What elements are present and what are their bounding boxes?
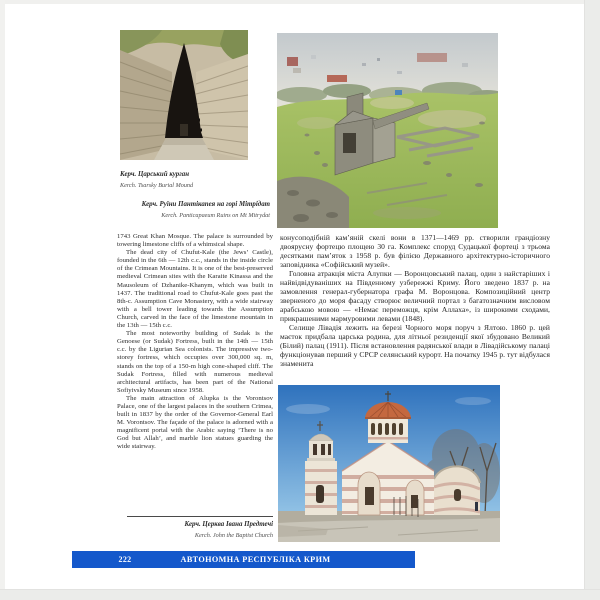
caption-ukrainian: Керч. Руїни Пантікапея на горі Мітрідат xyxy=(141,201,270,208)
footer-title: АВТОНОМНА РЕСПУБЛІКА КРИМ xyxy=(180,555,331,564)
burial-mound-illustration xyxy=(120,30,248,160)
caption-english: Kerch. John the Baptist Church xyxy=(194,532,273,539)
church-photo xyxy=(278,385,500,542)
church-caption xyxy=(113,519,273,541)
paragraph: Селище Лівадія лежить на березі Чорного моря поруч з Ялтою. 1860 р. цей маєток придбала царська родина, для літньої резиденції якої збудовано Великий (Білий) палац (1911). Після встановлення радянської влади в Лівадійському палаці функціонував перший у СРСР селянський курорт. На початку 1945 р. тут відбулася знаменита xyxy=(280,323,550,368)
panticapaeum-caption xyxy=(110,199,270,221)
scan-edge-top xyxy=(0,0,600,4)
page-number: 222 xyxy=(118,555,132,564)
scan-edge-right xyxy=(584,0,600,600)
english-column xyxy=(117,233,273,452)
paragraph: 1743 Great Khan Mosque. The palace is surrounded by towering limestone cliffs of a whimsical shape. xyxy=(117,233,273,249)
scan-edge-left xyxy=(0,0,5,600)
paragraph: конусоподібній кам’яній скелі вони в 1371—1469 рр. створили грандіозну двоярусну фортецю площею 30 га. Комплекс споруд Судацької фортеці з трьома десятками пам’яток з 1958 р. був філією Державного архітектурно-історичного заповідника «Софійський музей». xyxy=(280,233,550,269)
panticapaeum-photo xyxy=(277,33,498,228)
scan-edge-bottom xyxy=(0,589,600,600)
paragraph: The main attraction of Alupka is the Vorontsov Palace, one of the largest palaces in the southern Crimea, built in 1837 by the order of the Governor-General Earl M. Vorontsov. The façade of the palace is adorned with a magnificent portal with the Arabic saying ‘There is no God but Allah’, and marble lion statues guarding the wide stairway. xyxy=(117,394,273,451)
caption-divider xyxy=(127,516,273,517)
burial-mound-photo xyxy=(120,30,248,160)
footer-bar xyxy=(72,551,415,568)
caption-ukrainian: Керч. Царський курган xyxy=(120,171,190,178)
church-illustration xyxy=(278,385,500,542)
panticapaeum-illustration xyxy=(277,33,498,228)
ukrainian-column xyxy=(280,233,550,368)
caption-english: Kerch. Tsarsky Burial Mound xyxy=(120,182,194,189)
caption-english: Kerch. Panticapaeum Ruins on Mt Mitrydat xyxy=(161,212,270,219)
burial-mound-caption xyxy=(120,169,280,191)
paragraph: The most noteworthy building of Sudak is the Genoese (or Sudak) Fortress, built in the 14th — 15th c.c. by the Ligurian Sea colonists. The impressive two-storey fortress, which occupies over 300,000 sq. m, stands on the top of a 150-m high cone-shaped cliff. The Sudak Fortress, filled with numerous medieval architectural artifacts, has been part of the National Sofiyivsky Museum since 1958. xyxy=(117,330,273,394)
paragraph: Головна атракція міста Алупки — Воронцовський палац, один з найстаріших і найвідвідуваніших на Південному узбережжі Криму. Його зведено 1837 р. на замовлення генерал-губернатора графа М. Воронцова. Композиційний центр зверненого до моря фасаду створює величний портал з багатозначним висловом арабською мовою — «Немає переможця, крім Аллаха», із широкими сходами, прикрашеними мармуровими левами (1848). xyxy=(280,269,550,323)
caption-ukrainian: Керч. Церква Івана Предтечі xyxy=(184,521,273,528)
paragraph: The dead city of Chufut-Kale (the Jews’ Castle), founded in the 6th — 12th c.c., stands in the inside circle of the Crimean Mountains. It is one of the best-preserved medieval Crimean sites with the Karaite Kinassa and the Mausoleum of Dzhanike-Khanym, which was built in 1437. The traditional road to Chufut-Kale goes past the 8th-c. Assumption Cave Monastery, with a wide stairway with a bell tower leading towards the Assumption Church, carved in the face of the limestone mountain in the 13th — 15th c.c. xyxy=(117,249,273,330)
